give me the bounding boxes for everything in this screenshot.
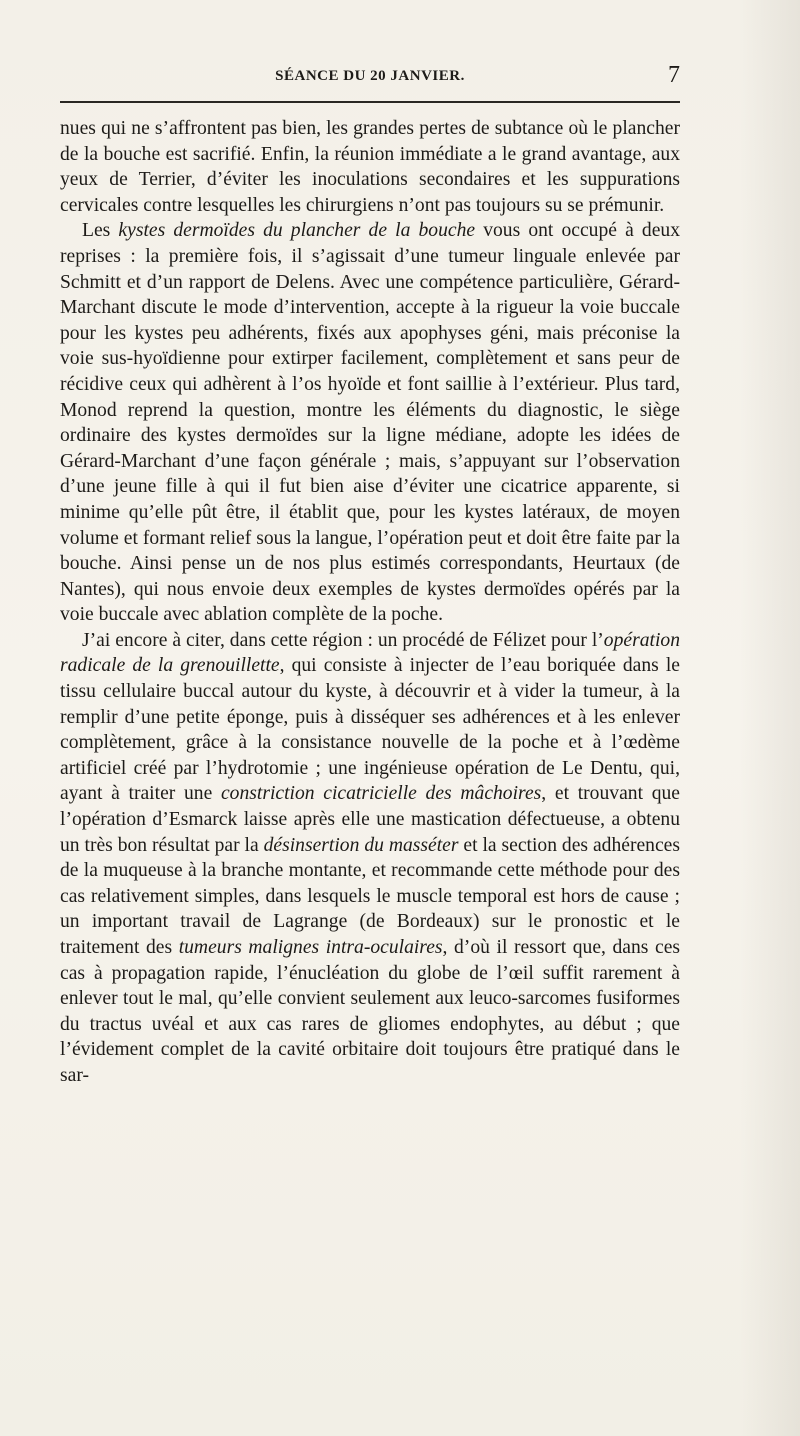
paragraph-1 (60, 116, 680, 218)
paragraph-2 (60, 218, 680, 628)
text-run: , et trouvant que l’opération d’Esmarck laisse après elle une mastication défectueuse, a obtenu un très bon résultat par la (60, 783, 680, 856)
text-run: , qui consiste à injecter de l’eau boriquée dans le tissu cellulaire buccal autour du kyste, à découvrir et à vider la tumeur, à la remplir d’une petite éponge, puis à disséquer ses adhérences et à les enlever complètement, grâce à la consistance nouvelle de la poche et à l’œdème artificiel créé par l’hydrotomie ; une ingénieuse opération de Le Dentu, qui, ayant à traiter une (60, 655, 680, 805)
page-edge-shadow (740, 0, 800, 1436)
running-title: SÉANCE DU 20 JANVIER. (275, 68, 465, 84)
text-run: vous ont occupé à deux reprises : la première fois, il s’agissait d’une tumeur linguale enlevée par Schmitt et d’un rapport de Delens. Avec une compétence particulière, Gérard-Marchant discute le mode d’intervention, accepte à la rigueur la voie buccale pour les kystes peu adhérents, fixés aux apophyses géni, mais préconise la voie sus-hyoïdienne pour extirper facilement, complètement et sans peur de récidive ceux qui adhèrent à l’os hyoïde et font saillie à l’extérieur. Plus tard, Monod reprend la question, montre les éléments du diagnostic, le siège ordinaire des kystes dermoïdes sur la ligne médiane, adopte les idées de Gérard-Marchant d’une façon générale ; mais, s’appuyant sur l’observation d’une jeune fille à qui il fut bien aise d’éviter une cicatrice apparente, si minime qu’elle pût être, il établit que, pour les kystes latéraux, de moyen volume et formant relief sous la langue, l’opération peut et doit être faite par la bouche. Ainsi pense un de nos plus estimés correspondants, Heurtaux (de Nantes), qui nous envoie deux exemples de kystes dermoïdes opérés par la voie buccale avec ablation complète de la poche. (60, 220, 680, 626)
italic-term: constriction cicatricielle des mâchoires (220, 783, 542, 805)
text-run: nues qui ne s’affrontent pas bien, les grandes pertes de subtance où le plancher de la bouche est sacrifié. Enfin, la réunion immédiate a le grand avantage, aux yeux de Terrier, d’éviter les inoculations secondaires et les suppurations cervicales contre lesquelles les chirurgiens n’ont pas toujours su se prémunir. (60, 118, 680, 216)
italic-term: désinsertion du masséter (263, 834, 459, 856)
text-run: , d’où il ressort que, dans ces cas à propagation rapide, l’énucléation du globe de l’œil suffit rarement à enlever tout le mal, qu’elle convient seulement aux leuco-sarcomes fusiformes du tractus uvéal et aux cas rares de gliomes endophytes, au début ; que l’évidement complet de la cavité orbitaire doit toujours être pratiqué dans le sar- (60, 937, 681, 1086)
paragraph-3 (60, 628, 680, 1089)
page-number: 7 (668, 62, 680, 88)
text-run: J’ai encore à citer, dans cette région : un procédé de Félizet pour l’ (82, 629, 604, 651)
italic-term: kystes dermoïdes du plancher de la bouche (118, 220, 476, 242)
text-run: et la section des adhérences de la muqueuse à la branche montante, et recommande cette méthode pour des cas relativement simples, dans lesquels le muscle temporal est hors de cause ; un important travail de Lagrange (de Bordeaux) sur le pronostic et le traitement des (60, 834, 680, 958)
text-run: Les (82, 220, 119, 242)
italic-term: opération radicale de la grenouillette (60, 629, 680, 677)
body-text (60, 116, 680, 1089)
italic-term: tumeurs malignes intra-oculaires (178, 937, 443, 958)
running-head (60, 62, 680, 92)
header-rule (60, 101, 680, 103)
